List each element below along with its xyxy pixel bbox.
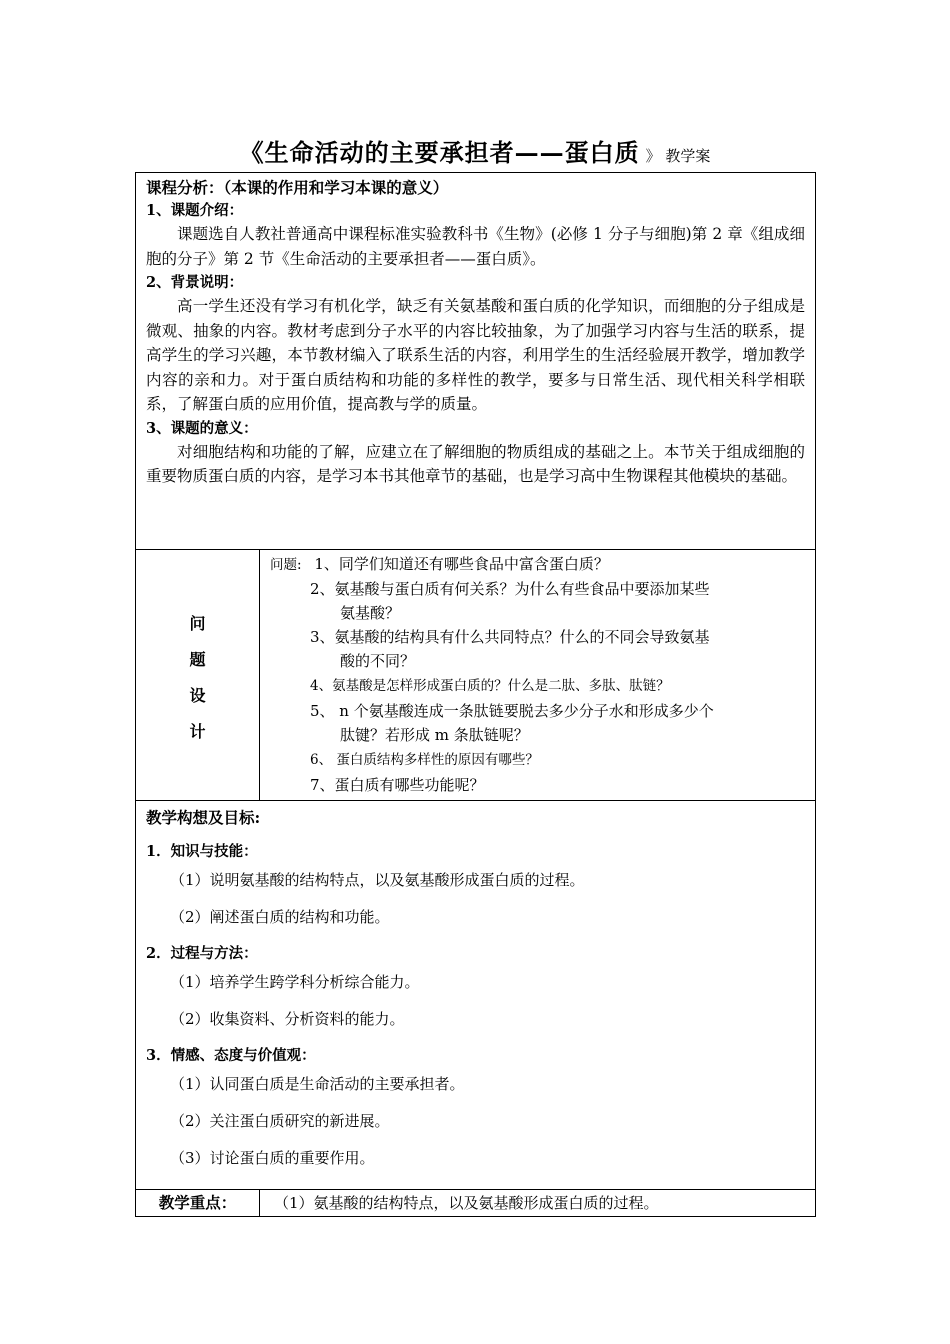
question-list xyxy=(260,550,815,800)
title-suffix: 》 教学案 xyxy=(645,147,711,165)
question-design-label xyxy=(136,550,260,800)
intro-title: 1、课题介绍： xyxy=(146,202,244,219)
meaning-text: 对细胞结构和功能的了解，应建立在了解细胞的物质组成的基础之上。本节关于组成细胞的重要物质蛋白质的内容，是学习本书其他章节的基础，也是学习高中生物课程其他模块的基础。 xyxy=(146,442,805,485)
intro-text: 课题选自人教社普通高中课程标准实验教科书《生物》(必修 1 分子与细胞)第 2 章《组成细胞的分子》第 2 节《生命活动的主要承担者——蛋白质》。 xyxy=(146,225,805,268)
knowledge-item-2: （2）阐述蛋白质的结构和功能。 xyxy=(170,908,390,926)
emotion-item-2: （2）关注蛋白质研究的新进展。 xyxy=(170,1112,390,1130)
course-analysis-section xyxy=(136,173,815,550)
question-design-section xyxy=(136,550,815,801)
question-7: 7、蛋白质有哪些功能呢？ xyxy=(310,776,485,794)
question-5: 5、 n 个氨基酸连成一条肽链要脱去多少分子水和形成多少个 xyxy=(310,702,714,720)
label-char: 计 xyxy=(189,722,206,741)
question-item xyxy=(270,552,807,577)
question-1: 1、同学们知道还有哪些食品中富含蛋白质？ xyxy=(314,555,609,573)
question-4: 4、氨基酸是怎样形成蛋白质的？什么是二肽、多肽、肽链？ xyxy=(310,678,670,694)
knowledge-item-1: （1）说明氨基酸的结构特点，以及氨基酸形成蛋白质的过程。 xyxy=(170,871,585,889)
key-points-label: 教学重点： xyxy=(136,1190,260,1216)
key-points-section xyxy=(136,1190,815,1216)
question-5-cont: 肽键？若形成 m 条肽链呢？ xyxy=(340,726,529,744)
meaning-title: 3、课题的意义： xyxy=(146,419,258,437)
process-item-1: （1）培养学生跨学科分析综合能力。 xyxy=(170,973,420,991)
question-6: 6、 蛋白质结构多样性的原因有哪些？ xyxy=(310,752,539,768)
background-text: 高一学生还没有学习有机化学，缺乏有关氨基酸和蛋白质的化学知识，而细胞的分子组成是微观、抽象的内容。教材考虑到分子水平的内容比较抽象，为了加强学习内容与生活的联系，提高学生的学习兴趣，本节教材编入了联系生活的内容，利用学生的生活经验展开教学，增加教学内容的亲和力。对于蛋白质结构和功能的多样性的教学，要多与日常生活、现代相关科学相联系，了解蛋白质的应用价值，提高教与学的质量。 xyxy=(146,297,805,413)
lesson-plan-table xyxy=(135,172,816,1217)
label-char: 问 xyxy=(189,614,206,633)
goals-title: 教学构想及目标: xyxy=(146,808,261,827)
title-main: 《生命活动的主要承担者——蛋白质 xyxy=(239,138,640,167)
document-title xyxy=(0,133,950,168)
teaching-goals-section xyxy=(136,801,815,1190)
label-char: 题 xyxy=(189,650,206,669)
key-points-value: （1）氨基酸的结构特点，以及氨基酸形成蛋白质的过程。 xyxy=(274,1194,659,1212)
emotion-values-title: 3．情感、态度与价值观： xyxy=(146,1047,316,1064)
process-method-title: 2．过程与方法： xyxy=(146,945,258,962)
label-char: 设 xyxy=(189,686,206,705)
background-title: 2、背景说明： xyxy=(146,274,244,291)
question-3: 3、氨基酸的结构具有什么共同特点？什么的不同会导致氨基 xyxy=(310,628,710,646)
question-prefix: 问题: xyxy=(270,557,302,573)
question-3-cont: 酸的不同？ xyxy=(340,652,416,670)
process-item-2: （2）收集资料、分析资料的能力。 xyxy=(170,1010,405,1028)
question-2-cont: 氨基酸？ xyxy=(340,604,401,622)
emotion-item-3: （3）讨论蛋白质的重要作用。 xyxy=(170,1149,375,1167)
knowledge-skills-title: 1．知识与技能： xyxy=(146,843,258,860)
question-2: 2、氨基酸与蛋白质有何关系？为什么有些食品中要添加某些 xyxy=(310,580,710,598)
emotion-item-1: （1）认同蛋白质是生命活动的主要承担者。 xyxy=(170,1075,465,1093)
analysis-heading: 课程分析：（本课的作用和学习本课的意义） xyxy=(146,178,449,197)
